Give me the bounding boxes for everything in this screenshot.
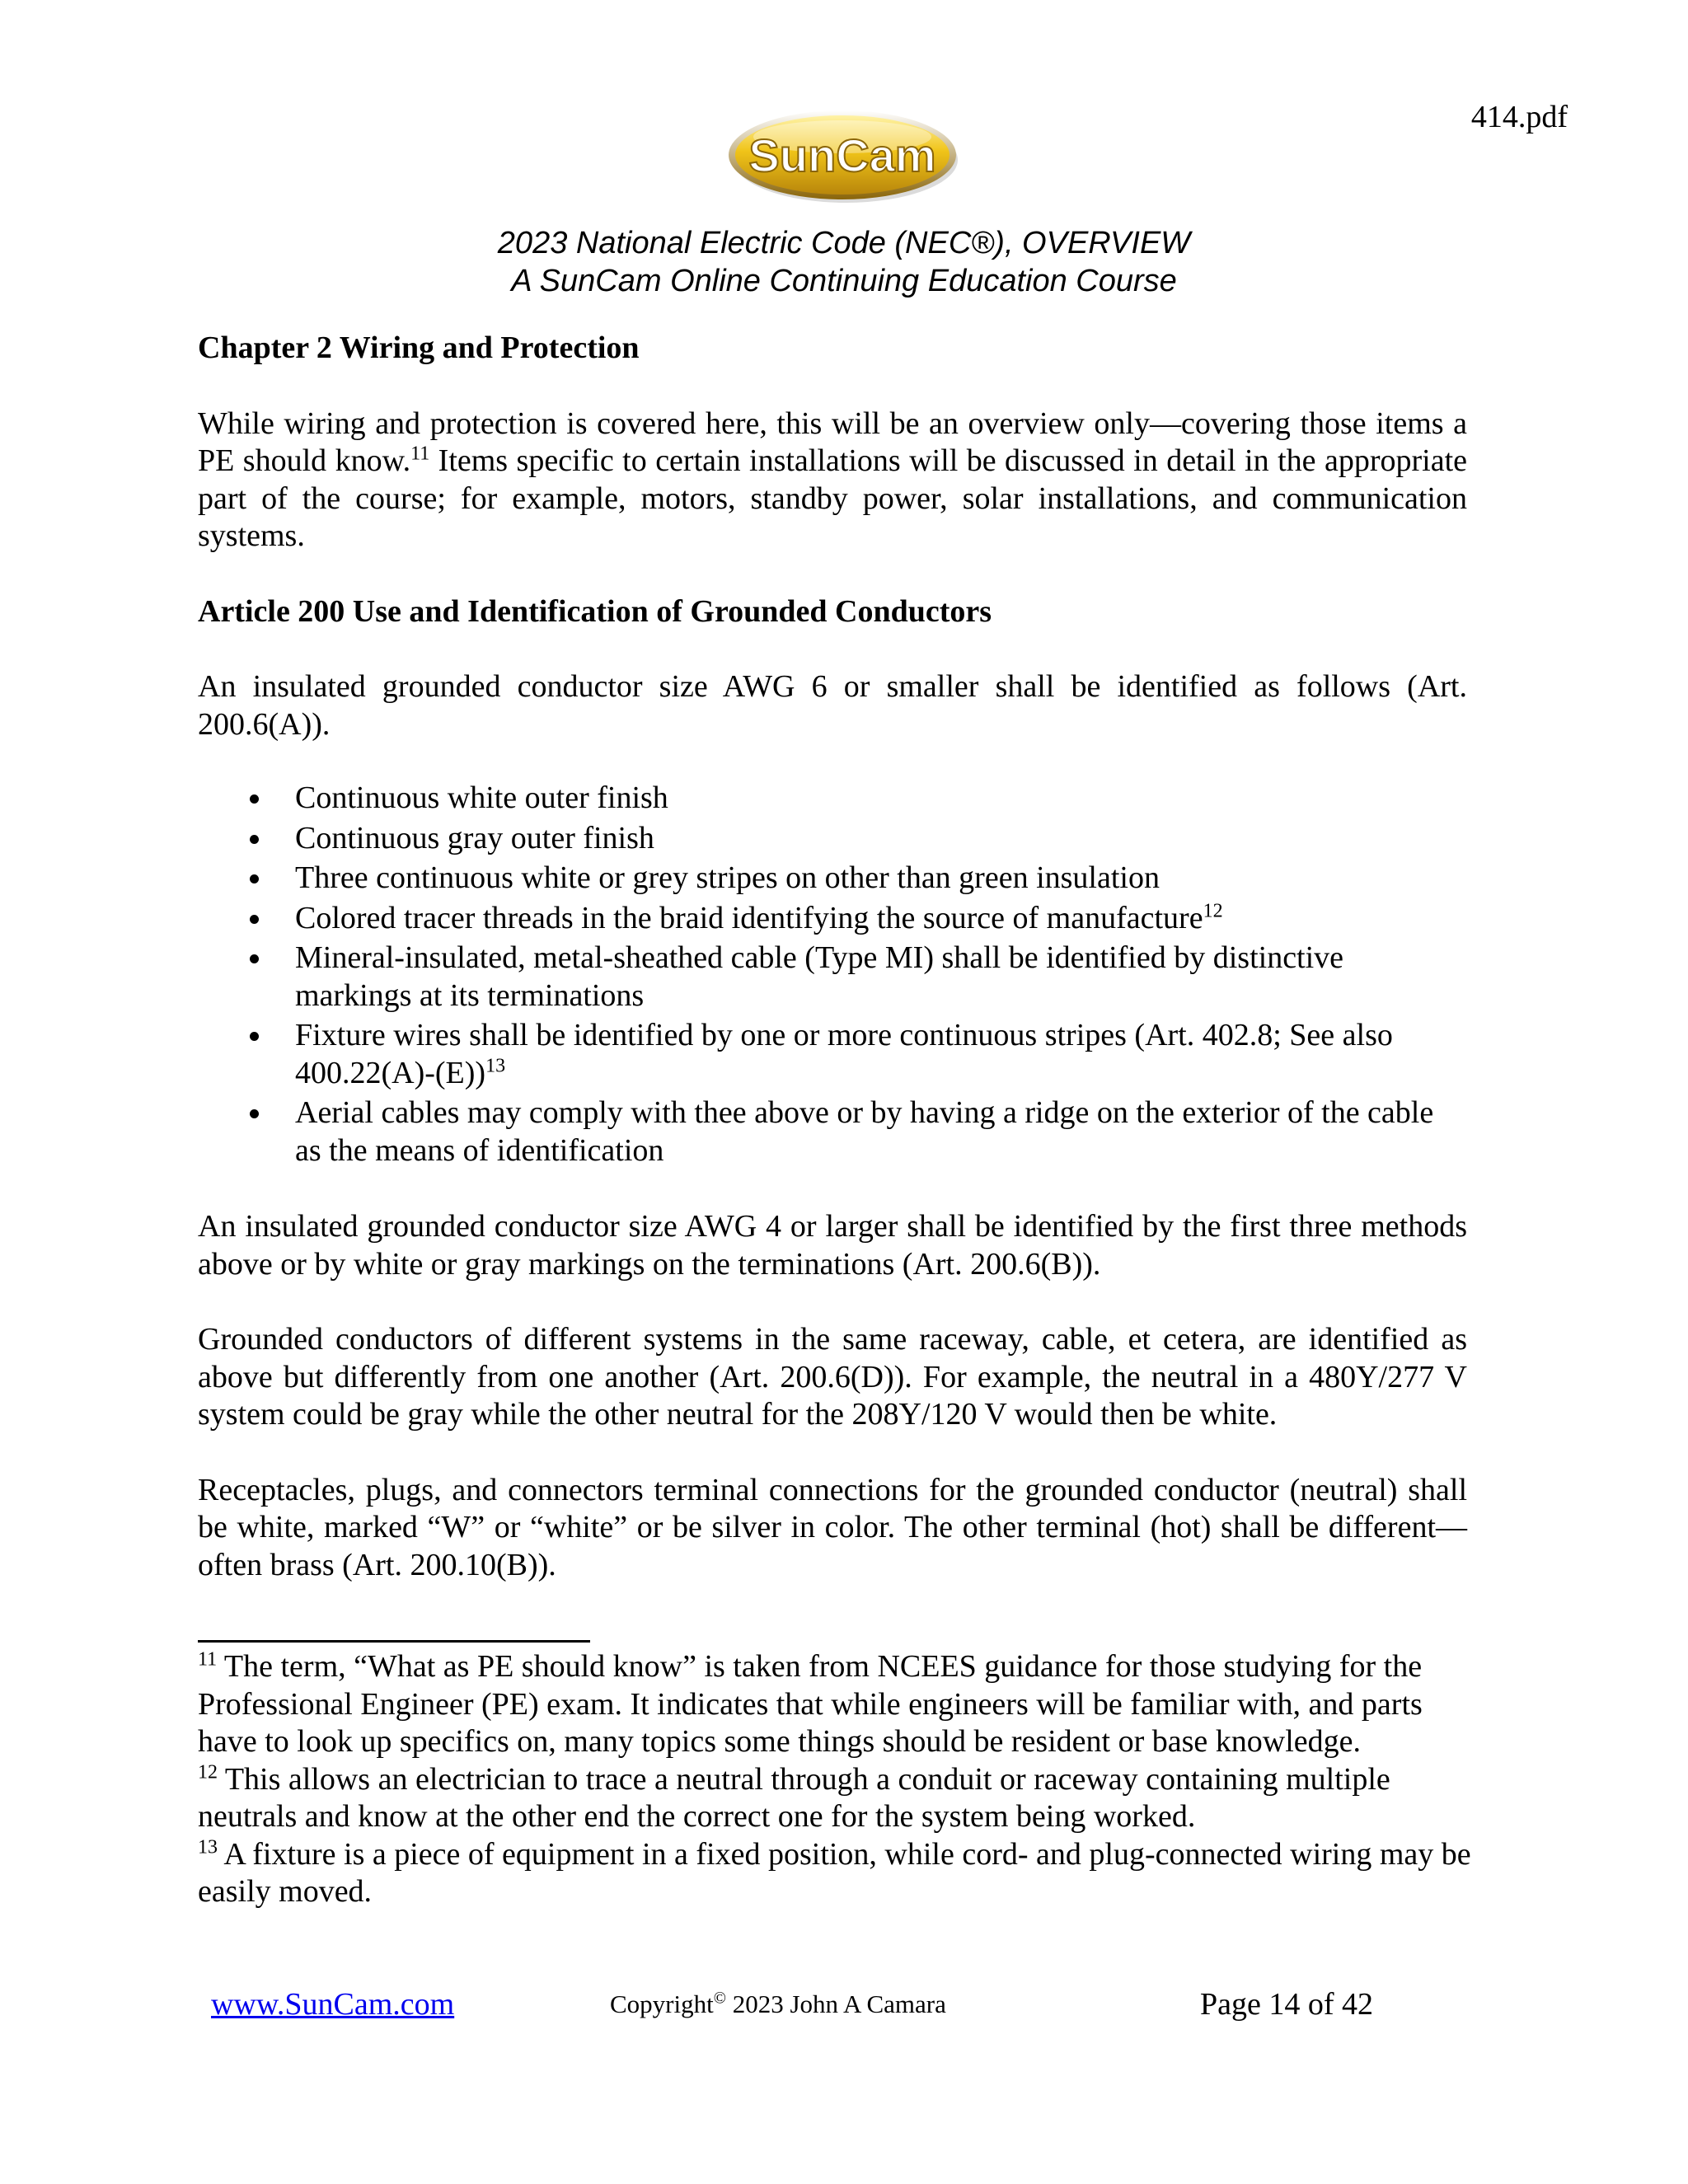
chapter-intro-text-continued: Items specific to certain installations will be discussed in detail in the appropriate part of the course; for example, motors, standby power, solar installations, and communication systems. (198, 443, 1467, 553)
chapter-heading: Chapter 2 Wiring and Protection (198, 330, 640, 365)
paragraph-large-conductors: An insulated grounded conductor size AWG 4 or larger shall be identified by the first three methods above or by white or gray markings on the terminations (Art. 200.6(B)). (198, 1209, 1467, 1282)
chapter-intro (198, 405, 1467, 555)
logo-text: SunCam (748, 129, 936, 181)
list-item: Mineral-insulated, metal-sheathed cable (Type MI) shall be identified by distinctive markings at its terminations (198, 940, 1467, 1015)
footnote-12: $^{12}$ This allows an electrician to trace a neutral through a conduit or raceway containing multiple neutrals and know at the other end the correct one for the system being worked. (198, 1760, 1390, 1834)
footnote-ref-13: 13 (485, 1054, 506, 1076)
bullet-icon (250, 1109, 259, 1118)
website-link[interactable]: www.SunCam.com (211, 1987, 455, 2022)
list-item: Three continuous white or grey stripes on other than green insulation (198, 860, 1467, 898)
bullet-icon (250, 1032, 259, 1041)
paragraph-receptacles: Receptacles, plugs, and connectors terminal connections for the grounded conductor (neutral) shall be white, marked “W” or “white” or be silver in color. The other terminal (hot) shall be different—often brass (Art. 200.10(B)). (198, 1472, 1467, 1582)
copyright: Copyright© 2023 John A Camara (610, 1989, 946, 2018)
list-item: Colored tracer threads in the braid identifying the source of manufacture$^{12}$ (198, 900, 1467, 938)
bullet-icon (250, 915, 259, 924)
bullet-icon (250, 835, 259, 844)
chapter-intro-text: While wiring and protection is covered here, this will be an overview only—covering those items a PE should know. (198, 405, 1467, 478)
main-content (198, 330, 1467, 1584)
bullet-icon (250, 954, 259, 963)
footnote-13: $^{13}$ A fixture is a piece of equipment in a fixed position, while cord- and plug-connected wiring may be easily moved. (198, 1835, 1471, 1909)
footnote-11: $^{11}$ The term, “What as PE should know” is taken from NCEES guidance for those studying for the Professional Engineer (PE) exam. It indicates that while engineers will be familiar with, and parts have to look up specifics on, many topics some things should be resident or base knowledge. (198, 1648, 1423, 1759)
article-lead: An insulated grounded conductor size AWG 6 or smaller shall be identified as follows (Art. 200.6(A)). (198, 669, 1467, 742)
course-subtitle: A SunCam Online Continuing Education Course (511, 264, 1177, 298)
page-footer (0, 1986, 1688, 2036)
footnote-ref-12: 12 (1203, 899, 1223, 921)
bullet-icon (250, 874, 259, 883)
course-title: 2023 National Electric Code (NEC®), OVERVIEW (497, 226, 1191, 260)
footnote-ref-11: 11 (410, 443, 430, 465)
paragraph-different-systems: Grounded conductors of different systems in the same raceway, cable, et cetera, are identified as above but differently from one another (Art. 200.6(D)). For example, the neutral in a 480Y/277 V system could be gray while the other neutral for the 208Y/120 V would then be white. (198, 1322, 1467, 1432)
list-item: Continuous gray outer finish (198, 820, 1467, 858)
list-item: Fixture wires shall be identified by one or more continuous stripes (Art. 402.8; See also 400.22(A)-(E))$^{13}$ (198, 1017, 1467, 1092)
suncam-logo (725, 102, 961, 208)
page-number: Page 14 of 42 (1200, 1987, 1374, 2022)
bullet-icon (250, 794, 259, 804)
list-item: Continuous white outer finish (198, 780, 1467, 818)
file-name: 414.pdf (1470, 100, 1568, 134)
course-header (0, 224, 1688, 300)
list-item: Aerial cables may comply with thee above or by having a ridge on the exterior of the cable as the means of identification (198, 1094, 1467, 1169)
footnote-divider (198, 1640, 590, 1643)
article-heading: Article 200 Use and Identification of Grounded Conductors (198, 593, 992, 629)
identification-list (198, 780, 1467, 1169)
footnotes (198, 1648, 1484, 1911)
